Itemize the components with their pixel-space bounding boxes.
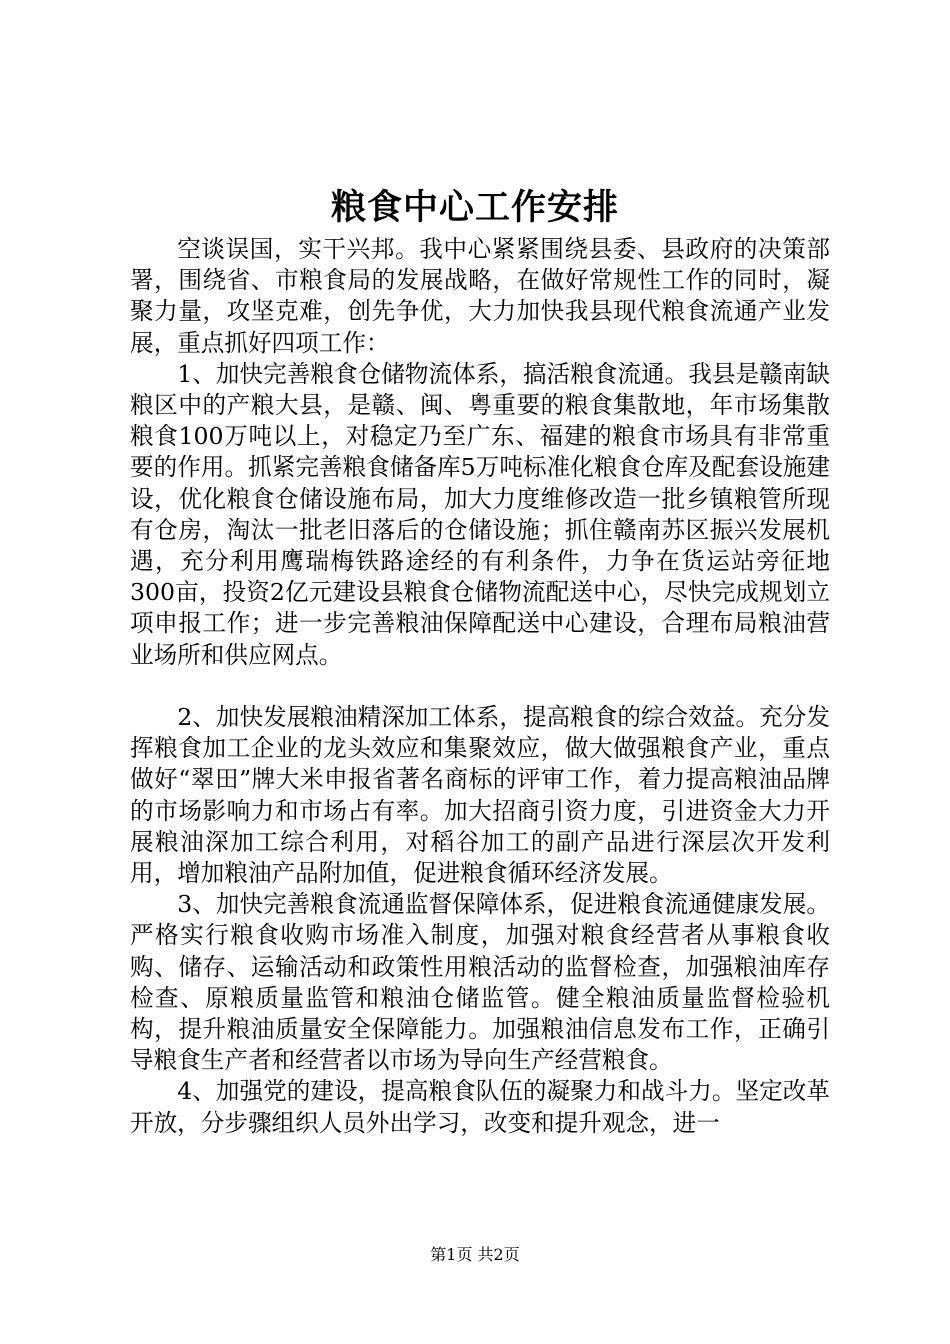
paragraph-item-1: 1、加快完善粮食仓储物流体系，搞活粮食流通。我县是赣南缺粮区中的产粮大县，是赣、闽、粤重要的粮食集散地，年市场集散粮食100万吨以上，对稳定乃至广东、福建的粮食市场具有非常重要的作用。抓紧完善粮食储备库5万吨标准化粮食仓库及配套设施建设，优化粮食仓储设施布局，加大力度维修改造一批乡镇粮管所现有仓房，淘汰一批老旧落后的仓储设施；抓住赣南苏区振兴发展机遇，充分利用鹰瑞梅铁路途经的有利条件，力争在货运站旁征地300亩，投资2亿元建设县粮食仓储物流配送中心，尽快完成规划立项申报工作；进一步完善粮油保障配送中心建设，合理布局粮油营业场所和供应网点。 bbox=[130, 359, 830, 669]
document-body bbox=[130, 234, 830, 1139]
document-title: 粮食中心工作安排 bbox=[330, 187, 619, 228]
paragraph-intro: 空谈误国，实干兴邦。我中心紧紧围绕县委、县政府的决策部署，围绕省、市粮食局的发展战略，在做好常规性工作的同时，凝聚力量，攻坚克难，创先争优，大力加快我县现代粮食流通产业发展，重点抓好四项工作： bbox=[130, 235, 830, 357]
paragraph-item-3: 3、加快完善粮食流通监督保障体系，促进粮食流通健康发展。严格实行粮食收购市场准入制度，加强对粮食经营者从事粮食收购、储存、运输活动和政策性用粮活动的监督检查，加强粮油库存检查、原粮质量监管和粮油仓储监管。健全粮油质量监督检验机构，提升粮油质量安全保障能力。加强粮油信息发布工作，正确引导粮食生产者和经营者以市场为导向生产经营粮食。 bbox=[130, 890, 830, 1075]
page-number: 第1页 共2页 bbox=[430, 1245, 520, 1264]
paragraph-item-4: 4、加强党的建设，提高粮食队伍的凝聚力和战斗力。坚定改革开放，分步骤组织人员外出学习，改变和提升观念，进一 bbox=[130, 1077, 830, 1137]
paragraph-item-2: 2、加快发展粮油精深加工体系，提高粮食的综合效益。充分发挥粮食加工企业的龙头效应和集聚效应，做大做强粮食产业，重点做好“翠田”牌大米申报省著名商标的评审工作，着力提高粮油品牌的市场影响力和市场占有率。加大招商引资力度，引进资金大力开展粮油深加工综合利用，对稻谷加工的副产品进行深层次开发利用，增加粮油产品附加值，促进粮食循环经济发展。 bbox=[130, 703, 830, 888]
